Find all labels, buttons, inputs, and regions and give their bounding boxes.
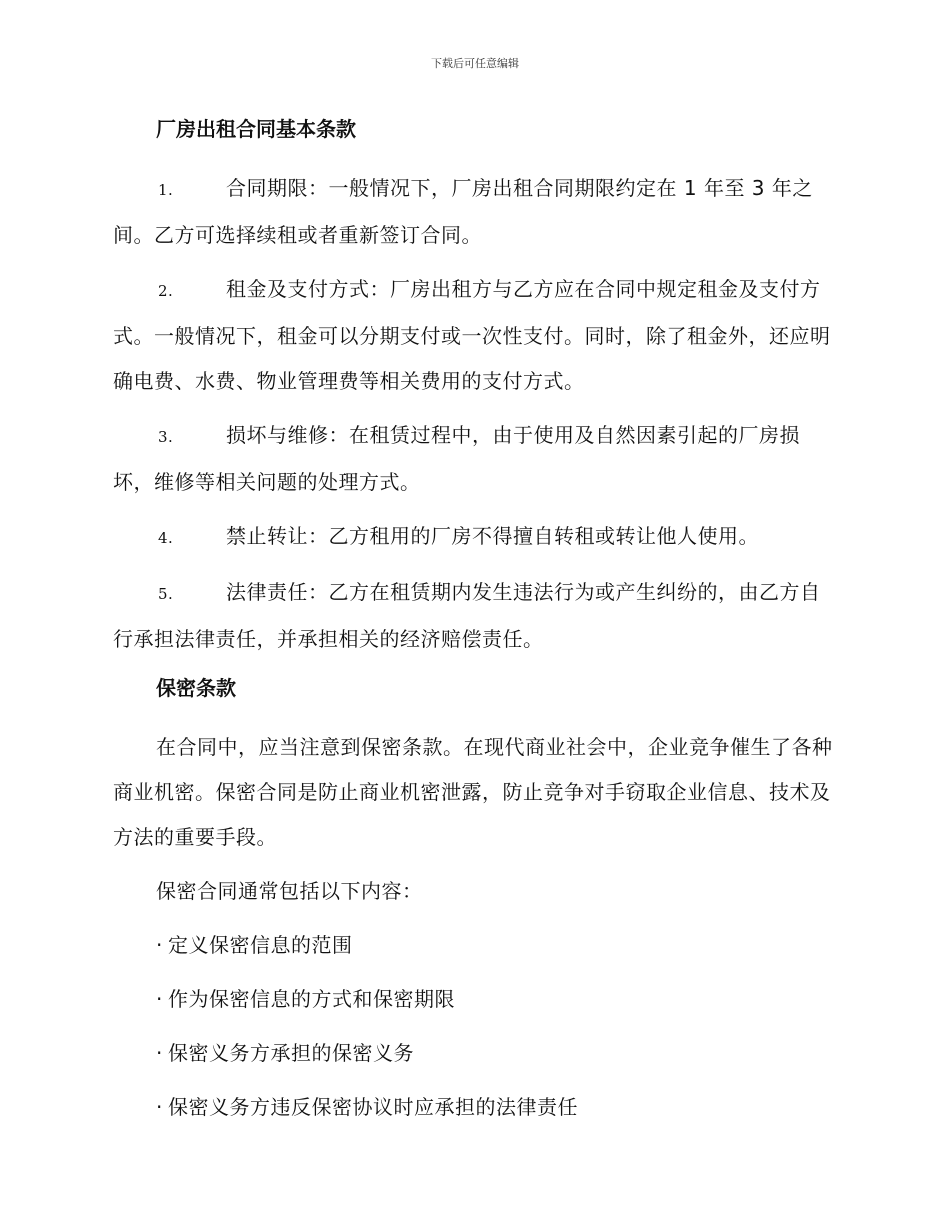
clause-number: 5. [158, 585, 174, 603]
bullet-item [113, 1085, 835, 1130]
bullet-text: 保密义务方承担的保密义务 [168, 1041, 414, 1065]
bullet-dot-icon: · [156, 933, 163, 957]
clause-item [113, 413, 835, 505]
confidentiality-list-intro: 保密合同通常包括以下内容： [156, 879, 423, 903]
clause-item [113, 166, 835, 258]
clause-text: 合同期限：一般情况下，厂房出租合同期限约定在 1 年至 3 年之间。乙方可选择续租或者重新签订合同。 [113, 176, 813, 247]
clause-item [113, 267, 835, 404]
bullet-item [113, 1031, 835, 1076]
clause-item [113, 570, 835, 662]
clause-number: 2. [158, 282, 174, 300]
bullet-dot-icon: · [156, 1041, 163, 1065]
bullet-text: 定义保密信息的范围 [168, 933, 353, 957]
clause-text: 禁止转让：乙方租用的厂房不得擅自转租或转让他人使用。 [226, 524, 759, 548]
bullet-text: 保密义务方违反保密协议时应承担的法律责任 [168, 1095, 578, 1119]
confidentiality-intro: 在合同中，应当注意到保密条款。在现代商业社会中，企业竞争催生了各种商业机密。保密合同是防止商业机密泄露，防止竞争对手窃取企业信息、技术及方法的重要手段。 [113, 735, 833, 849]
page-header: 下载后可任意编辑 [431, 57, 519, 70]
bullet-dot-icon: · [156, 1095, 163, 1119]
clause-text: 租金及支付方式：厂房出租方与乙方应在合同中规定租金及支付方式。一般情况下，租金可以分期支付或一次性支付。同时，除了租金外，还应明确电费、水费、物业管理费等相关费用的支付方式。 [113, 277, 831, 393]
clause-number: 3. [158, 428, 174, 446]
clause-text: 损坏与维修：在租赁过程中，由于使用及自然因素引起的厂房损坏，维修等相关问题的处理方式。 [113, 423, 800, 494]
section-title-confidentiality: 保密条款 [156, 676, 236, 700]
clause-number: 4. [158, 529, 174, 547]
bullet-item [113, 977, 835, 1022]
clause-item [113, 514, 835, 561]
clause-number: 1. [158, 181, 174, 199]
bullet-dot-icon: · [156, 987, 163, 1011]
bullet-text: 作为保密信息的方式和保密期限 [168, 987, 455, 1011]
document-body [113, 112, 835, 1139]
section-title-lease-terms: 厂房出租合同基本条款 [156, 117, 356, 141]
clause-text: 法律责任：乙方在租赁期内发生违法行为或产生纠纷的，由乙方自行承担法律责任，并承担相关的经济赔偿责任。 [113, 580, 821, 651]
bullet-item [113, 923, 835, 968]
